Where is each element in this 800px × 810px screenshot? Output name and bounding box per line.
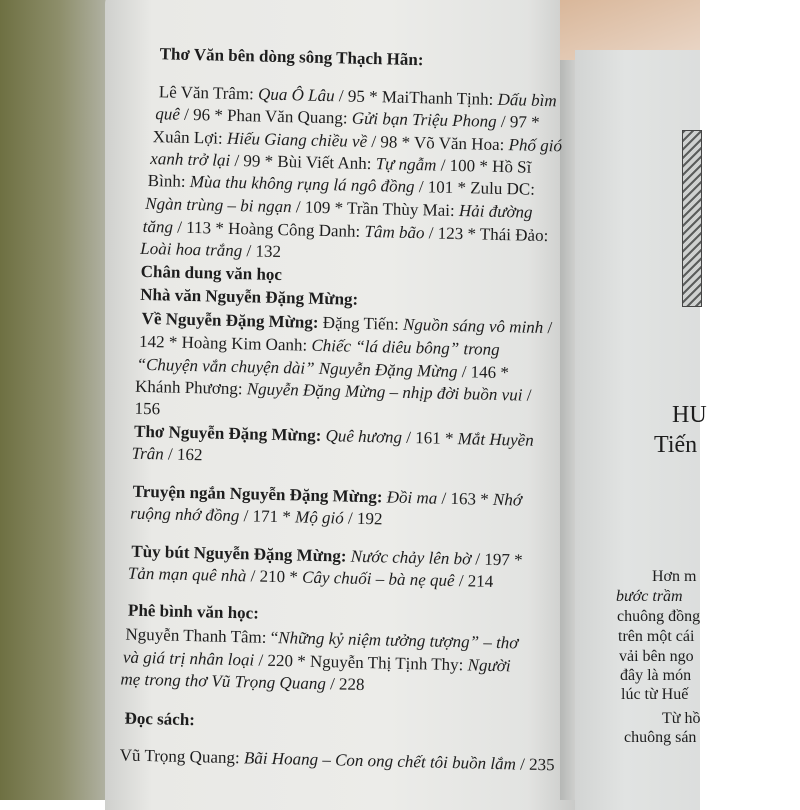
section-heading: Thơ Nguyễn Đặng Mừng: [133,421,326,446]
right-body-line: Từ hồ [662,710,701,727]
work-title: Người [467,655,511,676]
entry-text: / 192 [343,508,383,529]
entry-text: / 123 * Thái Đảo: [424,223,549,246]
entry-text: / [522,385,532,405]
entry-text: / 99 * Bùi Viết Anh: [229,150,376,174]
right-body-line: lúc từ Huế [621,686,689,703]
entry-text: / 113 * Hoàng Công Danh: [172,217,365,241]
right-body-line: vải bên ngo [619,648,694,665]
work-title: ruộng nhớ đồng [130,503,240,526]
section-heading: Truyện ngắn Nguyễn Đặng Mừng: [132,481,387,507]
work-title: Bãi Hoang – Con ong chết tôi buồn lắm [243,748,517,774]
entry-text: / [543,317,553,338]
work-title: Mộ gió [294,507,344,528]
entry-text: / 96 * Phan Văn Quang: [179,104,353,128]
work-title: Những kỷ niệm tưởng tượng” – thơ [278,628,519,653]
entry-text: / 132 [242,241,282,262]
work-title: quê [155,104,181,124]
section-heading: Nhà văn Nguyễn Đặng Mừng: [140,284,359,309]
toc-line [120,746,555,776]
work-title: Hải đường [458,201,533,222]
right-body-line: bước trầm [616,588,683,605]
right-body-line: đây là món [620,667,692,684]
work-title: Qua Ô Lâu [257,84,335,106]
entry-text: 156 [134,398,161,419]
entry-text: / 161 * [401,427,458,449]
right-body-line: trên một cái [618,628,695,645]
entry-text: / 146 * [457,362,510,383]
entry-text: / 214 [454,571,494,591]
entry-text: 142 * Hoàng Kim Oanh: [138,331,312,355]
page-illustration [682,130,702,307]
right-body-line: Hơn m [652,568,697,585]
toc-line [131,444,202,466]
toc-line [124,709,195,731]
entry-text: / 210 * [246,566,303,587]
entry-text: Vũ Trọng Quang: [119,745,245,768]
entry-text: Khánh Phương: [134,376,248,399]
toc-line [120,669,365,695]
work-title: Quê hương [325,426,403,447]
toc-line [141,262,283,285]
work-title: Mùa thu không rụng lá ngô đồng [189,171,415,197]
work-title: Nguyễn Đặng Mừng – nhịp đời buồn vui [246,379,523,405]
entry-text: / 228 [325,674,365,695]
entry-text: / 171 * [239,506,296,527]
entry-text: / 220 * Nguyễn Thị Tịnh Thy: [254,650,468,675]
work-title: Gửi bạn Triệu Phong [351,108,497,131]
entry-text: / 109 * Trần Thùy Mai: [291,197,460,221]
work-title: Dấu bìm [497,89,557,111]
work-title: Hiếu Giang chiều về [226,128,368,151]
entry-text: / 163 * [437,488,494,509]
entry-text: / 98 * Võ Văn Hoa: [366,131,509,155]
work-title: Tự ngẫm [375,154,437,175]
right-body-line: chuông đồng [617,608,701,625]
entry-text: / 95 * MaiThanh Tịnh: [334,86,498,109]
work-title: mẹ trong thơ Vũ Trọng Quang [120,669,327,694]
right-title-line1: HU [672,402,707,428]
entry-text: / 100 * Hồ Sĩ [436,155,532,177]
toc-line [130,504,383,530]
right-body-line: chuông sán [624,729,697,746]
entry-text: Xuân Lợi: [152,127,228,148]
work-title: Tâm bão [364,221,425,243]
entry-text: / 162 [163,444,203,465]
work-title: Chiếc “lá diêu bông” trong [311,335,500,360]
work-title: và giá trị nhân loại [122,647,255,670]
right-title-line2: Tiến [654,432,698,458]
section-heading: Về Nguyễn Đặng Mừng: [141,308,324,332]
work-title: Nhớ [492,489,523,510]
toc-line [159,44,423,70]
toc-line [140,239,281,262]
work-title: xanh trở lại [150,149,231,170]
entry-text: Đặng Tiến: [322,312,404,334]
section-heading: Tùy bút Nguyễn Đặng Mừng: [131,541,352,566]
entry-text: / 197 * [470,549,523,570]
entry-text: / 235 [515,754,555,775]
section-heading: Đọc sách: [124,708,196,730]
section-heading: Phê bình văn học: [127,600,260,623]
entry-text: Nguyễn Thanh Tâm: “ [125,624,279,648]
work-title: tăng [142,216,174,237]
work-title: Loài hoa trắng [140,238,243,261]
work-title: Trân [131,443,164,464]
work-title: Tản mạn quê nhà [127,563,247,586]
entry-text: Bình: [147,170,191,191]
toc-line [134,399,160,420]
section-heading: Chân dung văn học [140,261,283,285]
toc-line [128,601,259,624]
work-title: “Chuyện vắn chuyện dài” Nguyễn Đặng Mừng [136,354,458,382]
work-title: Mắt Huyền [457,429,534,450]
work-title: Đồi ma [386,487,438,508]
work-title: Nước chảy lên bờ [350,546,472,569]
entry-text: / 101 * Zulu DC: [414,177,536,199]
toc-line [140,285,358,310]
entry-text: / 97 * [496,111,540,132]
work-title: Ngàn trùng – bi ngạn [145,193,292,217]
work-title: Phố gió [508,135,563,156]
work-title: Nguồn sáng vô minh [402,314,544,337]
section-heading: Thơ Văn bên dòng sông Thạch Hãn: [159,44,424,70]
work-title: Cây chuối – bà nẹ quê [301,567,455,591]
entry-text: Lê Văn Trâm: [158,82,259,104]
